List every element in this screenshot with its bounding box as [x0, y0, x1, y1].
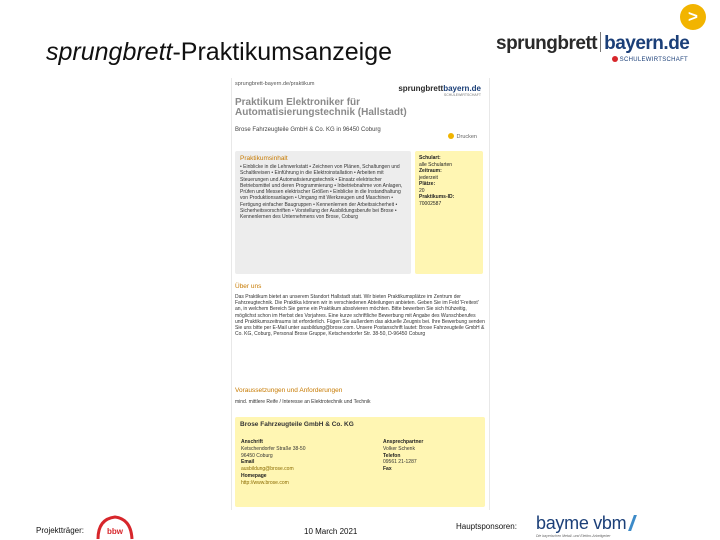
slide-title-emphasis: sprungbrett	[46, 38, 173, 66]
voraussetzungen-text: mind. mittlere Reife / Interesse an Elektrotechnik und Technik	[235, 399, 371, 405]
brand-separator	[600, 32, 601, 52]
meta-value: 70002587	[419, 200, 442, 207]
email-link[interactable]: ausbildung@brose.com	[241, 466, 294, 473]
slide-title	[46, 38, 392, 67]
contact-key: Telefon	[383, 452, 401, 459]
contact-left-column	[241, 439, 305, 487]
contact-right-column	[383, 439, 423, 473]
contact-value: 09561 21-1287	[383, 459, 417, 466]
sponsor-word: bayme vbm	[536, 513, 627, 533]
contact-value: Volker Schenk	[383, 445, 415, 452]
slash-mark	[628, 515, 637, 531]
page-url[interactable]: sprungbrett-bayern.de/praktikum	[235, 81, 315, 87]
contact-key: Anschrift	[241, 439, 263, 445]
meta-value: 20	[419, 187, 425, 194]
meta-box	[415, 151, 483, 274]
brand-sub: SCHULEWIRTSCHAFT	[612, 56, 688, 63]
meta-value: jederzeit	[419, 174, 438, 181]
document-logo-sub: SCHULEWIRTSCHAFT	[443, 93, 481, 97]
job-posting-document	[231, 78, 490, 510]
bayme-vbm-logo	[536, 513, 666, 540]
homepage-link[interactable]: http://www.brose.com	[241, 479, 289, 486]
meta-key: Praktikums-ID:	[419, 194, 455, 200]
sponsor-label: Hauptsponsoren:	[456, 522, 517, 531]
voraussetzungen-heading: Voraussetzungen und Anforderungen	[235, 387, 343, 394]
print-button[interactable]: Drucken	[448, 133, 477, 140]
job-title: Praktikum Elektroniker für Automatisierungstechnik (Hallstadt)	[235, 97, 407, 118]
slide-title-rest: -Praktikumsanzeige	[172, 38, 392, 66]
traeger-label: Projektträger:	[36, 526, 85, 535]
ueber-uns-heading: Über uns	[235, 283, 262, 290]
sprungbrett-logo	[496, 4, 706, 70]
inhalt-heading: Praktikumsinhalt	[240, 155, 288, 162]
company-line: Brose Fahrzeugteile GmbH & Co. KG in 96450 Coburg	[235, 127, 381, 133]
contact-key: Ansprechpartner	[383, 439, 424, 445]
inhalt-text: • Einblicke in die Lehrwerkstatt • Zeichnen von Plänen, Schaltungen und Schaltkreisen • Einführung in die Elektroinstallation • Arbeiten mit Steuerungen und Automatisierungstechnik • Einsatz elektrischer Betriebsmittel und deren Programmierung • Inbetriebnahme von Anlagen, Prüfen und Messen elektrischer Größen • Einblicke in die Instandhaltung von Produktionsanlagen • Umgang mit Werkzeugen und Maschinen • Fertigung einfacher Baugruppen • Kennenlernen der Arbeitssicherheit • Sicherheitsvorschriften • Vorstellung der Ausbildungsberufe bei Brose • Kennenlernen des Unternehmens von Brose, Coburg	[240, 164, 403, 221]
brand-domain: bayern.de	[604, 33, 690, 54]
brand-dot-icon	[612, 56, 618, 62]
contact-company-name: Brose Fahrzeugteile GmbH & Co. KG	[240, 421, 354, 428]
sponsor-sub: Die bayerischen Metall- und Elektro-Arbeitgeber	[536, 534, 611, 538]
bbw-logo	[95, 515, 135, 540]
document-logo[interactable]: sprungbrettbayern.de SCHULEWIRTSCHAFT	[398, 84, 481, 97]
bbw-logo-text: bbw	[107, 527, 123, 536]
brand-word: sprungbrett	[496, 33, 598, 54]
contact-key: Email	[241, 459, 255, 466]
print-icon	[448, 133, 454, 139]
slide-footer	[0, 512, 720, 540]
meta-key: Plätze:	[419, 181, 436, 187]
meta-key: Schulart:	[419, 155, 441, 161]
contact-key: Homepage	[241, 472, 267, 479]
ueber-uns-text: Das Praktikum bietet an unserem Standort Hallstadt statt. Wir bieten Praktikumsplätze im Zentrum der Fahrzeugtechnik. Die Praktika können wir in verschiedenen Abteilungen anbieten. Geben Sie im Feld 'Freitext' an, in welchem Bereich Sie gerne ein Praktikum absolvieren möchten. Bitte bewerben Sie sich frühzeitig, möglichst schon im Herbst des Vorjahres. Eine kurze schriftliche Bewerbung mit Angabe des Wunschberufes und Praktikumszeitraums ist erforderlich. Fügen Sie außerdem das aktuelle Zeugnis bei. Ihre Bewerbung senden Sie uns bitte per E-Mail unter ausbildung@brose.com. Unsere Postanschrift lautet: Brose Fahrzeugteile GmbH & Co. KG, Coburg, Personal Brose Gruppe, Ketschendorfer Str. 38-50, D-96450 Coburg	[235, 294, 485, 338]
praktikumsinhalt-box	[235, 151, 411, 274]
meta-key: Zeitraum:	[419, 168, 442, 174]
slide-date: 10 March 2021	[304, 527, 358, 536]
contact-value: Ketschendorfer Straße 38-50	[241, 445, 306, 452]
chevron-right-icon: >	[680, 4, 706, 30]
contact-value: 96450 Coburg	[241, 452, 273, 459]
contact-key: Fax	[383, 466, 392, 473]
contact-box	[235, 417, 485, 507]
meta-value: alle Schularten	[419, 161, 453, 168]
